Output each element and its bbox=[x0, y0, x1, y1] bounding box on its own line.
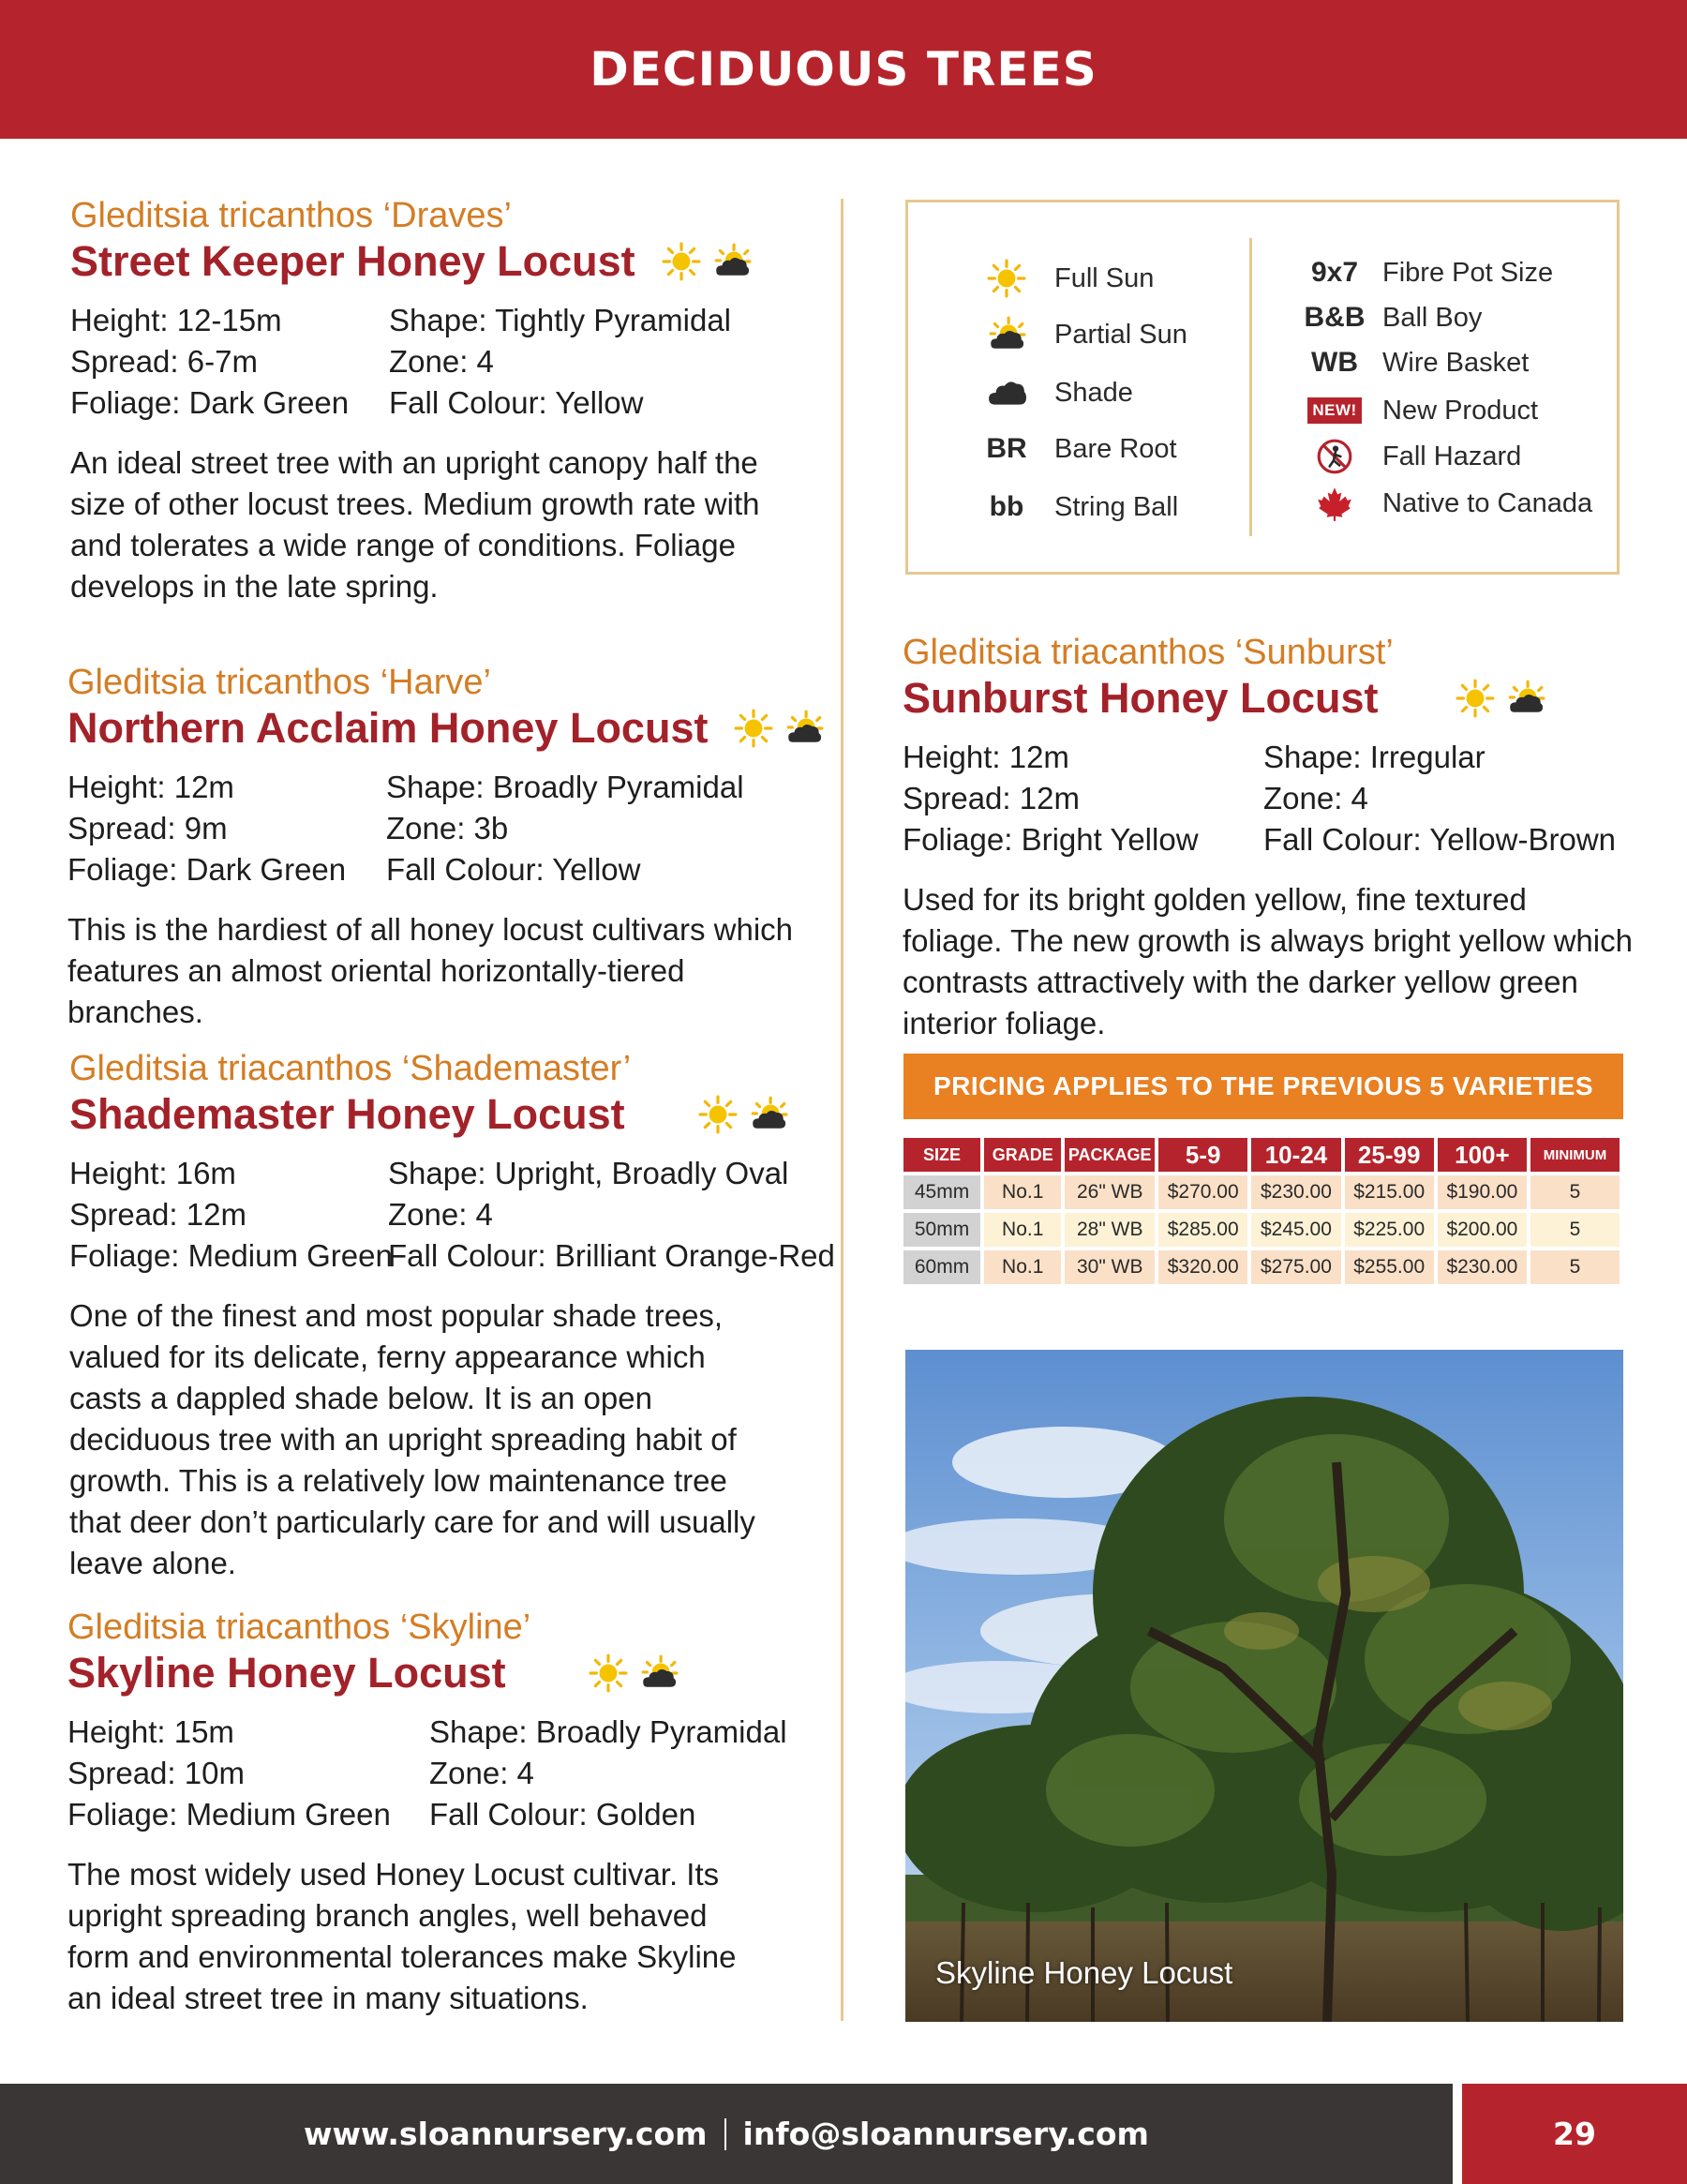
spec-fall-colour: Fall Colour: Yellow-Brown bbox=[1263, 822, 1617, 857]
cell-price: $225.00 bbox=[1345, 1213, 1434, 1247]
spec-spread: Spread: 12m bbox=[69, 1197, 246, 1232]
legend-item-new-product bbox=[1302, 391, 1538, 430]
icon-legend bbox=[905, 200, 1620, 575]
spec-zone: Zone: 3b bbox=[386, 811, 509, 845]
legend-item-bare-root bbox=[974, 429, 1177, 469]
cell-minimum: 5 bbox=[1530, 1175, 1620, 1209]
spec-fall-colour: Fall Colour: Golden bbox=[429, 1797, 696, 1832]
pricing-banner: PRICING APPLIES TO THE PREVIOUS 5 VARIETIES bbox=[903, 1054, 1623, 1119]
table-row bbox=[903, 1213, 1620, 1247]
legend-label: New Product bbox=[1382, 395, 1539, 426]
full-sun-icon bbox=[589, 1653, 628, 1693]
legend-item-ball-boy bbox=[1302, 298, 1482, 337]
legend-label: Ball Boy bbox=[1382, 302, 1483, 333]
legend-code: BR bbox=[986, 433, 1027, 464]
spec-fall-colour: Fall Colour: Yellow bbox=[386, 852, 641, 887]
spec-zone: Zone: 4 bbox=[1263, 781, 1368, 815]
cell-price: $275.00 bbox=[1251, 1250, 1340, 1284]
common-name: Shademaster Honey Locust bbox=[69, 1090, 625, 1138]
cell-price: $245.00 bbox=[1251, 1213, 1340, 1247]
page-number: 29 bbox=[1553, 2116, 1596, 2152]
legend-item-shade bbox=[974, 373, 1133, 412]
spec-shape: Shape: Broadly Pyramidal bbox=[429, 1714, 787, 1749]
legend-item-full-sun bbox=[974, 259, 1154, 298]
common-name: Sunburst Honey Locust bbox=[903, 674, 1379, 722]
col-header-10-24: 10-24 bbox=[1251, 1138, 1340, 1172]
cell-size: 60mm bbox=[903, 1250, 980, 1284]
legend-item-partial-sun bbox=[974, 315, 1187, 354]
spec-shape: Shape: Tightly Pyramidal bbox=[389, 303, 732, 337]
pricing-table bbox=[900, 1134, 1623, 1288]
table-row bbox=[903, 1175, 1620, 1209]
tree-photo bbox=[905, 1350, 1623, 2022]
cell-price: $215.00 bbox=[1345, 1175, 1434, 1209]
spec-zone: Zone: 4 bbox=[389, 344, 494, 379]
spec-foliage: Foliage: Bright Yellow bbox=[903, 822, 1199, 857]
col-header-package: PACKAGE bbox=[1065, 1138, 1155, 1172]
spec-spread: Spread: 10m bbox=[67, 1756, 245, 1790]
cell-grade: No.1 bbox=[984, 1213, 1061, 1247]
tree-entry-street-keeper bbox=[70, 195, 801, 607]
cell-package: 26" WB bbox=[1065, 1175, 1155, 1209]
latin-name: Gleditsia triacanthos ‘Sunburst’ bbox=[903, 633, 1394, 672]
legend-code: 9x7 bbox=[1310, 257, 1359, 288]
partial-sun-icon bbox=[712, 242, 752, 281]
spec-zone: Zone: 4 bbox=[388, 1197, 493, 1232]
latin-name: Gleditsia tricanthos ‘Draves’ bbox=[70, 196, 512, 235]
spec-fall-colour: Fall Colour: Brilliant Orange-Red bbox=[388, 1238, 835, 1273]
latin-name: Gleditsia tricanthos ‘Harve’ bbox=[67, 663, 491, 702]
common-name: Street Keeper Honey Locust bbox=[70, 237, 635, 285]
partial-sun-icon bbox=[639, 1653, 679, 1693]
legend-label: Bare Root bbox=[1054, 433, 1177, 464]
spec-spread: Spread: 12m bbox=[903, 781, 1080, 815]
spec-fall-colour: Fall Colour: Yellow bbox=[389, 385, 644, 420]
spec-height: Height: 12m bbox=[67, 770, 234, 804]
full-sun-icon bbox=[987, 259, 1026, 298]
footer-contact-bar bbox=[0, 2084, 1453, 2184]
spec-height: Height: 12-15m bbox=[70, 303, 282, 337]
spec-foliage: Foliage: Dark Green bbox=[67, 852, 347, 887]
spec-foliage: Foliage: Medium Green bbox=[67, 1797, 391, 1832]
cell-price: $320.00 bbox=[1158, 1250, 1247, 1284]
pricing-header-row bbox=[903, 1138, 1620, 1172]
cell-price: $230.00 bbox=[1251, 1175, 1340, 1209]
legend-divider bbox=[1249, 238, 1252, 536]
cell-price: $270.00 bbox=[1158, 1175, 1247, 1209]
page-header bbox=[0, 0, 1687, 139]
legend-item-fibre-pot bbox=[1302, 253, 1553, 292]
email-link[interactable]: info@sloannursery.com bbox=[742, 2116, 1149, 2152]
cell-minimum: 5 bbox=[1530, 1250, 1620, 1284]
cell-price: $285.00 bbox=[1158, 1213, 1247, 1247]
cell-grade: No.1 bbox=[984, 1250, 1061, 1284]
cell-price: $255.00 bbox=[1345, 1250, 1434, 1284]
table-row bbox=[903, 1250, 1620, 1284]
page-number-box bbox=[1462, 2084, 1687, 2184]
full-sun-icon bbox=[1456, 679, 1495, 718]
common-name: Skyline Honey Locust bbox=[67, 1649, 506, 1697]
legend-code: B&B bbox=[1304, 302, 1366, 333]
spec-shape: Shape: Broadly Pyramidal bbox=[386, 770, 744, 804]
legend-label: Partial Sun bbox=[1054, 319, 1187, 350]
column-divider bbox=[841, 199, 844, 2021]
photo-caption: Skyline Honey Locust bbox=[935, 1955, 1233, 1990]
partial-sun-icon bbox=[987, 315, 1026, 354]
maple-leaf-icon bbox=[1315, 484, 1354, 523]
partial-sun-icon bbox=[784, 709, 824, 748]
fall-hazard-icon bbox=[1315, 437, 1354, 476]
cell-grade: No.1 bbox=[984, 1175, 1061, 1209]
footer-separator bbox=[724, 2118, 726, 2150]
partial-sun-icon bbox=[749, 1095, 788, 1134]
legend-code: bb bbox=[989, 491, 1024, 522]
col-header-grade: GRADE bbox=[984, 1138, 1061, 1172]
col-header-5-9: 5-9 bbox=[1158, 1138, 1247, 1172]
new-badge: NEW! bbox=[1307, 397, 1361, 424]
spec-foliage: Foliage: Dark Green bbox=[70, 385, 350, 420]
legend-label: Native to Canada bbox=[1382, 487, 1593, 518]
spec-height: Height: 16m bbox=[69, 1156, 236, 1190]
tree-description: This is the hardiest of all honey locust cultivars which features an almost oriental horizontally-tiered branches. bbox=[67, 912, 794, 1029]
legend-label: Shade bbox=[1054, 377, 1133, 408]
tree-description: An ideal street tree with an upright canopy half the size of other locust trees. Medium growth rate with and tolerates a wide range of conditions. Foliage develops in the late spring. bbox=[70, 445, 760, 604]
cell-package: 28" WB bbox=[1065, 1213, 1155, 1247]
tree-entry-shademaster bbox=[69, 1048, 835, 1584]
col-header-100-plus: 100+ bbox=[1438, 1138, 1527, 1172]
legend-item-native-canada bbox=[1302, 484, 1592, 523]
legend-item-wire-basket bbox=[1302, 343, 1529, 382]
legend-item-string-ball bbox=[974, 487, 1178, 527]
spec-height: Height: 12m bbox=[903, 740, 1069, 774]
shade-icon bbox=[987, 373, 1026, 412]
tree-entry-skyline bbox=[67, 1607, 808, 2019]
legend-label: Fall Hazard bbox=[1382, 441, 1522, 471]
col-header-size: SIZE bbox=[903, 1138, 980, 1172]
spec-height: Height: 15m bbox=[67, 1714, 234, 1749]
tree-entry-sunburst bbox=[903, 632, 1634, 1044]
legend-label: Wire Basket bbox=[1382, 347, 1530, 378]
cell-price: $230.00 bbox=[1438, 1250, 1527, 1284]
spec-zone: Zone: 4 bbox=[429, 1756, 534, 1790]
cell-size: 45mm bbox=[903, 1175, 980, 1209]
partial-sun-icon bbox=[1506, 679, 1545, 718]
legend-label: String Ball bbox=[1054, 491, 1179, 522]
latin-name: Gleditsia triacanthos ‘Skyline’ bbox=[67, 1608, 531, 1647]
legend-label: Full Sun bbox=[1054, 262, 1155, 293]
spec-foliage: Foliage: Medium Green bbox=[69, 1238, 393, 1273]
col-header-25-99: 25-99 bbox=[1345, 1138, 1434, 1172]
legend-code: WB bbox=[1311, 347, 1358, 378]
tree-description: One of the finest and most popular shade trees, valued for its delicate, ferny appearance which casts a dappled shade below. It is an open deciduous tree with an upright spreading habit of growth. This is a relatively low maintenance tree that deer don’t particularly care for and will usually leave alone. bbox=[69, 1298, 755, 1580]
cell-price: $190.00 bbox=[1438, 1175, 1527, 1209]
spec-shape: Shape: Upright, Broadly Oval bbox=[388, 1156, 789, 1190]
legend-label: Fibre Pot Size bbox=[1382, 257, 1554, 288]
cell-package: 30" WB bbox=[1065, 1250, 1155, 1284]
legend-item-fall-hazard bbox=[1302, 437, 1521, 476]
tree-entry-northern-acclaim bbox=[67, 662, 808, 1033]
full-sun-icon bbox=[698, 1095, 738, 1134]
website-link[interactable]: www.sloannursery.com bbox=[304, 2116, 708, 2152]
tree-description: Used for its bright golden yellow, fine textured foliage. The new growth is always bright yellow which contrasts attractively with the darker yellow green interior foliage. bbox=[903, 882, 1633, 1040]
latin-name: Gleditsia triacanthos ‘Shademaster’ bbox=[69, 1049, 632, 1088]
page-title: DECIDUOUS TREES bbox=[590, 42, 1097, 97]
spec-spread: Spread: 6-7m bbox=[70, 344, 258, 379]
cell-size: 50mm bbox=[903, 1213, 980, 1247]
full-sun-icon bbox=[734, 709, 773, 748]
tree-description: The most widely used Honey Locust cultivar. Its upright spreading branch angles, well behaved form and environmental tolerances make Skyline an ideal street tree in many situations. bbox=[67, 1857, 737, 2015]
cell-price: $200.00 bbox=[1438, 1213, 1527, 1247]
col-header-minimum: MINIMUM bbox=[1530, 1138, 1620, 1172]
spec-shape: Shape: Irregular bbox=[1263, 740, 1485, 774]
common-name: Northern Acclaim Honey Locust bbox=[67, 704, 709, 752]
spec-spread: Spread: 9m bbox=[67, 811, 228, 845]
cell-minimum: 5 bbox=[1530, 1213, 1620, 1247]
full-sun-icon bbox=[662, 242, 701, 281]
